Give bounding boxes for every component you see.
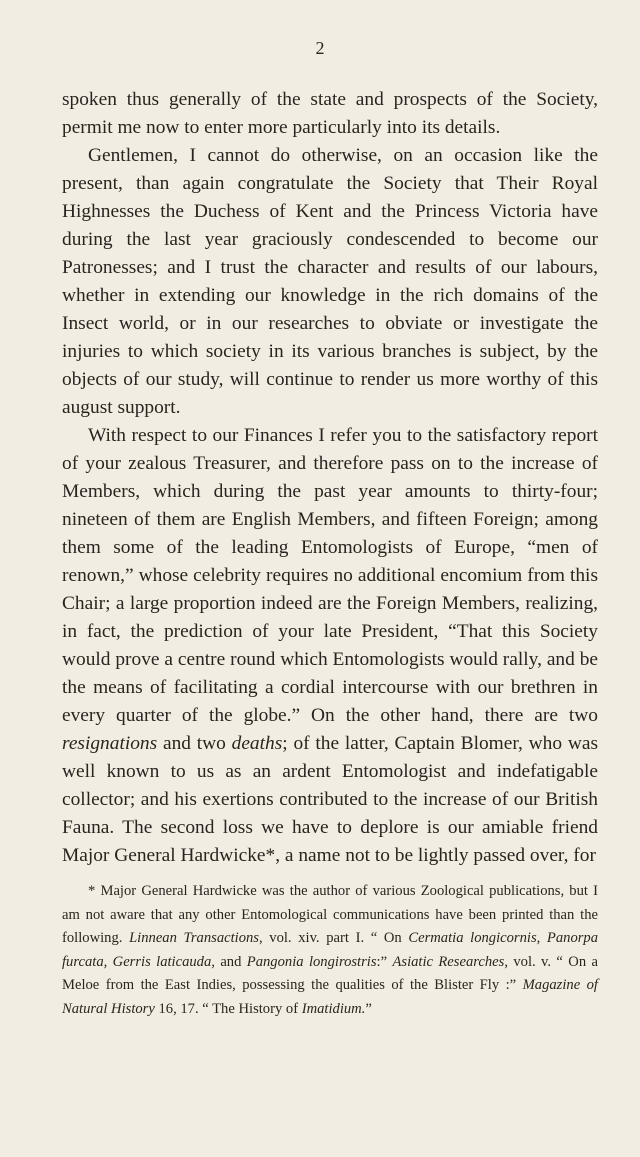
- text-run: :”: [376, 953, 393, 970]
- italic-text-run: resignations: [62, 733, 158, 754]
- text-run: ; of the latter, Captain Blomer, who was well known to us as an ardent Entomologist and indefatigable collector; and his exertions contributed to the increase of our British Fauna. The second loss we have to deplore is our amiable friend Major General Hardwicke*, a name not to be lightly passed over, for: [62, 733, 598, 866]
- paragraph-continuation: [62, 86, 598, 142]
- italic-text-run: Magazine of Natural History: [62, 977, 598, 1017]
- text-run: , vol. v. “ On a Meloe from the East Indies, possessing the qualities of the Blister Fly :”: [62, 953, 598, 993]
- text-run: ”: [365, 1000, 372, 1017]
- text-run: and two: [157, 733, 232, 754]
- italic-text-run: Pangonia longirostris: [246, 953, 377, 970]
- italic-text-run: Linnean Transactions: [129, 930, 259, 946]
- italic-text-run: Cermatia longicornis, Panorpa furcata, Gerris laticauda,: [62, 930, 599, 970]
- footnote: [62, 880, 598, 1021]
- italic-text-run: deaths: [231, 733, 283, 754]
- paragraph-patronesses: [62, 142, 598, 422]
- text-run: spoken thus generally of the state and prospects of the Society, permit me now to enter more particularly into its details.: [62, 89, 598, 138]
- body-text: [62, 86, 598, 870]
- text-run: , vol. xiv. part I. “ On: [258, 930, 409, 946]
- italic-text-run: Asiatic Researches: [392, 953, 505, 970]
- text-run: 16, 17. “ The History of: [154, 1000, 302, 1017]
- text-run: and: [214, 953, 247, 970]
- text-run: * Major General Hardwicke was the author of various Zoological publications, but I am not aware that any other Entomological communications have been printed than the following.: [62, 883, 598, 946]
- paragraph-finances: [62, 422, 598, 870]
- text-run: With respect to our Finances I refer you to the satisfactory report of your zealous Treasurer, and therefore pass on to the increase of Members, which during the past year amounts to thirty-four; nineteen of them are English Members, and fifteen Foreign; among them some of the leading Entomologists of Europe, “men of renown,” whose celebrity requires no additional encomium from this Chair; a large proportion indeed are the Foreign Members, realizing, in fact, the prediction of your late President, “That this Society would prove a centre round which Entomologists would rally, and be the means of facilitating a cordial intercourse with our brethren in every quarter of the globe.” On the other hand, there are two: [62, 425, 598, 726]
- italic-text-run: Imatidium.: [301, 1000, 366, 1017]
- page-number: 2: [315, 38, 325, 58]
- text-run: Gentlemen, I cannot do otherwise, on an occasion like the present, than again congratulate the Society that Their Royal Highnesses the Duchess of Kent and the Princess Victoria have during the last year graciously condescended to become our Patronesses; and I trust the character and results of our labours, whether in extending our knowledge in the rich domains of the Insect world, or in our researches to obviate or investigate the injuries to which society in its various branches is subject, by the objects of our study, will continue to render us more worthy of this august support.: [62, 145, 598, 418]
